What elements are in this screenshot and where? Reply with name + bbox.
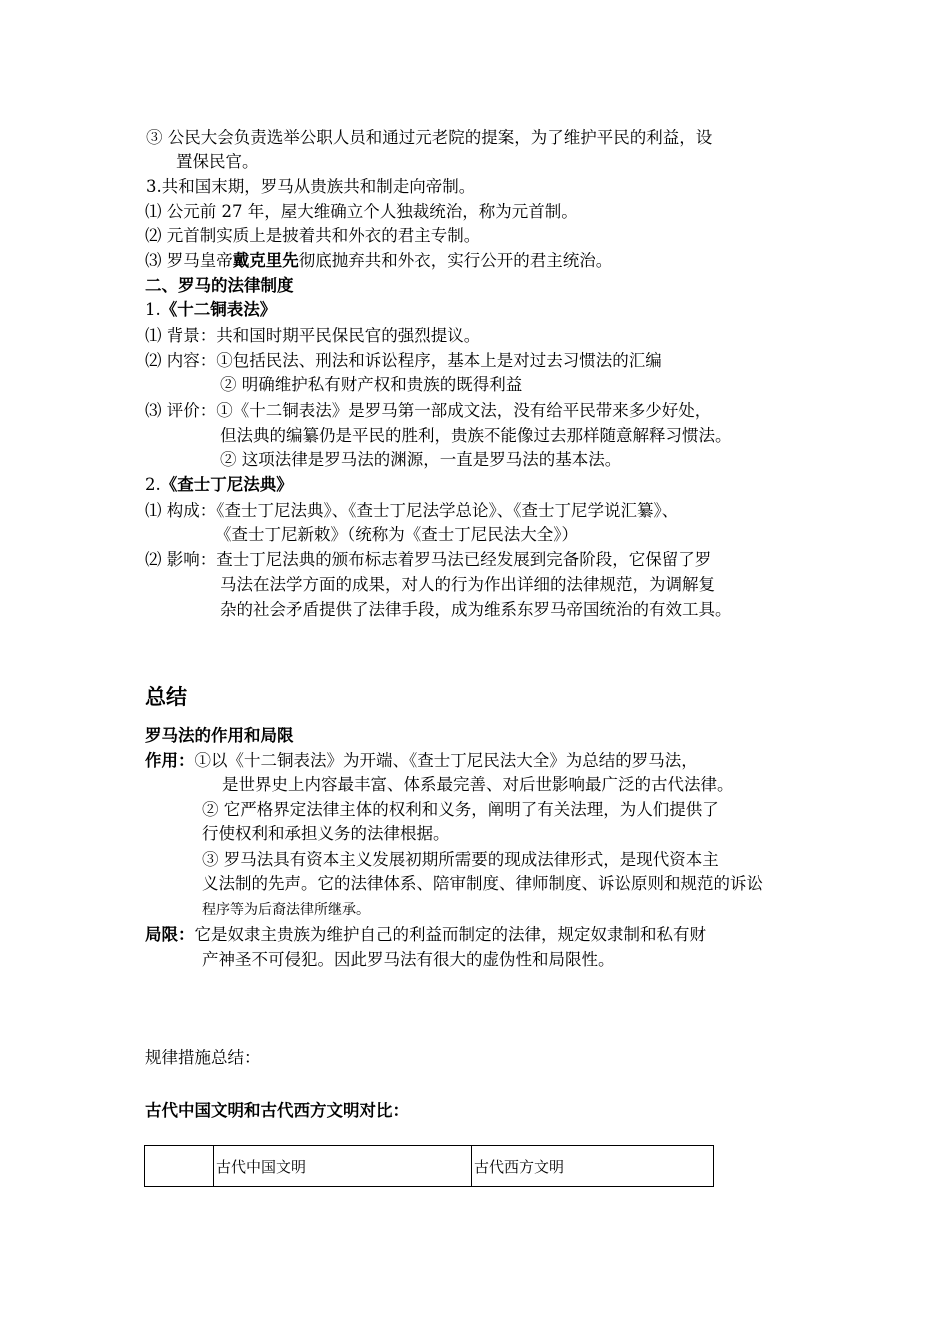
table-header-cell: 古代中国文明 bbox=[214, 1146, 472, 1187]
role-label: 作用： bbox=[145, 751, 195, 770]
list-item-continuation: 是世界史上内容最丰富、体系最完善、对后世影响最广泛的古代法律。 bbox=[222, 775, 734, 794]
table-header-cell: 古代西方文明 bbox=[472, 1146, 714, 1187]
list-item: ⑴ 构成：《查士丁尼法典》、《查士丁尼法学总论》、《查士丁尼学说汇纂》、 bbox=[145, 501, 679, 520]
list-item-continuation: 义法制的先声。它的法律体系、陪审制度、律师制度、诉讼原则和规范的诉讼 bbox=[202, 874, 763, 893]
subsection-title bbox=[145, 299, 276, 321]
role-text: ①以《十二铜表法》为开端、《查士丁尼民法大全》为总结的罗马法， bbox=[194, 751, 698, 770]
subsection-name: 《查士丁尼法典》 bbox=[160, 475, 293, 494]
subsection-title bbox=[145, 474, 293, 496]
list-item-continuation: 杂的社会矛盾提供了法律手段，成为维系东罗马帝国统治的有效工具。 bbox=[220, 600, 732, 619]
rules-summary: 规律措施总结： bbox=[145, 1048, 261, 1067]
list-item-continuation: ② 明确维护私有财产权和贵族的既得利益 bbox=[220, 375, 523, 394]
list-item-continuation: 《查士丁尼新敕》（统称为《查士丁尼民法大全》） bbox=[215, 525, 578, 544]
emperor-name: 戴克里先 bbox=[232, 251, 299, 270]
limit-item bbox=[145, 924, 706, 946]
list-item: ③ 公民大会负责选举公职人员和通过元老院的提案，为了维护平民的利益，设 bbox=[146, 128, 713, 147]
numbered-point: 3.共和国末期，罗马从贵族共和制走向帝制。 bbox=[146, 177, 476, 196]
list-item: ⑴ 公元前 27 年，屋大维确立个人独裁统治，称为元首制。 bbox=[145, 202, 578, 221]
summary-subheading: 罗马法的作用和局限 bbox=[145, 726, 294, 745]
subsection-name: 《十二铜表法》 bbox=[160, 300, 277, 319]
list-item: ⑵ 影响：查士丁尼法典的颁布标志着罗马法已经发展到完备阶段，它保留了罗 bbox=[145, 550, 712, 569]
role-item: ③ 罗马法具有资本主义发展初期所需要的现成法律形式，是现代资本主 bbox=[202, 850, 719, 869]
text-segment: ⑶ 罗马皇帝 bbox=[145, 251, 233, 270]
list-item: ⑵ 内容：①包括民法、刑法和诉讼程序，基本上是对过去习惯法的汇编 bbox=[145, 351, 662, 370]
list-item: ⑵ 元首制实质上是披着共和外衣的君主专制。 bbox=[145, 226, 481, 245]
summary-heading: 总结 bbox=[145, 685, 187, 709]
list-item-continuation: 马法在法学方面的成果，对人的行为作出详细的法律规范，为调解复 bbox=[220, 575, 715, 594]
list-item-continuation: ② 这项法律是罗马法的渊源，一直是罗马法的基本法。 bbox=[220, 450, 622, 469]
table-row bbox=[145, 1146, 714, 1187]
list-item-continuation: 但法典的编纂仍是平民的胜利，贵族不能像过去那样随意解释习惯法。 bbox=[220, 426, 732, 445]
table-header-cell bbox=[145, 1146, 214, 1187]
list-item-continuation: 产神圣不可侵犯。因此罗马法有很大的虚伪性和局限性。 bbox=[202, 950, 615, 969]
subsection-number: 2. bbox=[145, 475, 161, 494]
limit-label: 局限： bbox=[145, 925, 195, 944]
list-item bbox=[145, 250, 612, 272]
limit-text: 它是奴隶主贵族为维护自己的利益而制定的法律，规定奴隶制和私有财 bbox=[194, 925, 706, 944]
list-item-continuation: 置保民官。 bbox=[176, 152, 259, 171]
list-item-continuation: 行使权利和承担义务的法律根据。 bbox=[202, 824, 450, 843]
text-segment: 彻底抛弃共和外衣，实行公开的君主统治。 bbox=[298, 251, 613, 270]
role-item: ② 它严格界定法律主体的权利和义务，阐明了有关法理，为人们提供了 bbox=[202, 800, 719, 819]
list-item: ⑶ 评价：①《十二铜表法》是罗马第一部成文法，没有给平民带来多少好处， bbox=[145, 401, 712, 420]
list-item-continuation: 程序等为后裔法律所继承。 bbox=[202, 902, 370, 918]
list-item: ⑴ 背景：共和国时期平民保民官的强烈提议。 bbox=[145, 326, 481, 345]
role-item bbox=[145, 750, 698, 772]
subsection-number: 1. bbox=[145, 300, 161, 319]
comparison-heading: 古代中国文明和古代西方文明对比： bbox=[145, 1101, 409, 1120]
section-heading: 二、罗马的法律制度 bbox=[145, 276, 294, 295]
comparison-table bbox=[144, 1145, 714, 1187]
